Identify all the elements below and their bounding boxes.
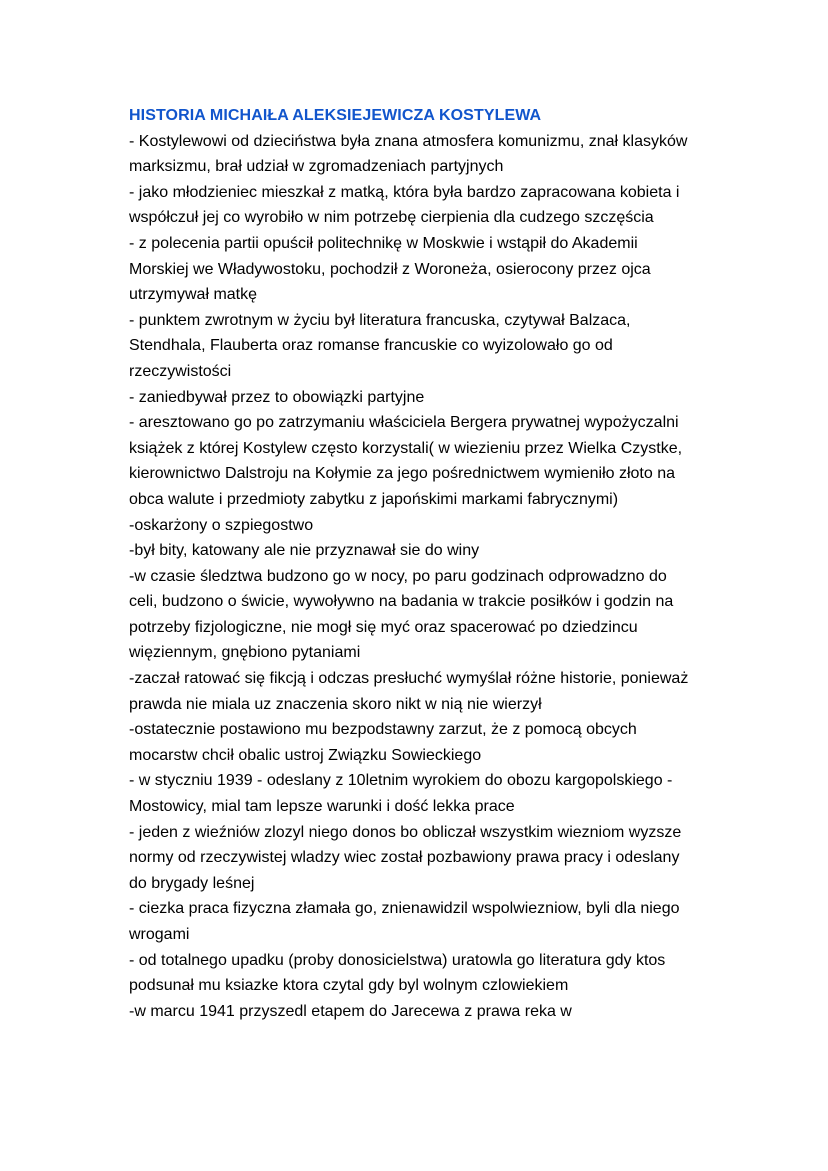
- paragraph: - punktem zwrotnym w życiu był literatura francuska, czytywał Balzaca, Stendhala, Flauberta oraz romanse francuskie co wyizolowało go od rzeczywistości: [129, 311, 631, 380]
- paragraph: -w czasie śledztwa budzono go w nocy, po paru godzinach odprowadzno do celi, budzono o świcie, wywoływno na badania w trakcie posiłków i godzin na potrzeby fizjologiczne, nie mogł się myć oraz spacerować po dziedzincu więziennym, gnębiono pytaniami: [129, 567, 674, 662]
- paragraph: -był bity, katowany ale nie przyznawał sie do winy: [129, 542, 480, 560]
- paragraph: - jeden z wieźniów zlozyl niego donos bo obliczał wszystkim wiezniom wyzsze normy od rzeczywistej wladzy wiec został pozbawiony prawa pracy i odeslany do brygady leśnej: [129, 823, 682, 892]
- document-body: [129, 129, 699, 1025]
- paragraph: - aresztowano go po zatrzymaniu właściciela Bergera prywatnej wypożyczalni książek z której Kostylew często korzystali( w wiezieniu przez Wielka Czystke, kierownictwo Dalstroju na Kołymie za jego pośrednictwem wymieniło złoto na obca walute i przedmioty zabytku z japońskimi markami fabrycznymi): [129, 414, 683, 508]
- paragraph: -zaczał ratować się fikcją i odczas presłuchć wymyślał różne historie, ponieważ prawda nie miala uz znaczenia skoro nikt w nią nie wierzył: [129, 670, 689, 713]
- paragraph: -oskarżony o szpiegostwo: [129, 516, 314, 534]
- paragraph: - jako młodzieniec mieszkał z matką, która była bardzo zapracowana kobieta i współczuł jej co wyrobiło w nim potrzebę cierpienia dla cudzego szczęścia: [129, 183, 680, 227]
- paragraph: -ostatecznie postawiono mu bezpodstawny zarzut, że z pomocą obcych mocarstw chcił obalic ustroj Związku Sowieckiego: [129, 721, 637, 764]
- paragraph: - ciezka praca fizyczna złamała go, znienawidzil wspolwiezniow, byli dla niego wrogami: [129, 900, 680, 943]
- paragraph: - w styczniu 1939 - odeslany z 10letnim wyrokiem do obozu kargopolskiego - Mostowicy, mial tam lepsze warunki i dość lekka prace: [129, 772, 673, 816]
- paragraph: - od totalnego upadku (proby donosicielstwa) uratowla go literatura gdy ktos podsunał mu ksiazke ktora czytal gdy byl wolnym czlowiekiem: [129, 951, 666, 995]
- document-title: HISTORIA MICHAIŁA ALEKSIEJEWICZA KOSTYLEWA: [129, 107, 542, 124]
- paragraph: - Kostylewowi od dzieciństwa była znana atmosfera komunizmu, znał klasyków marksizmu, brał udział w zgromadzeniach partyjnych: [129, 132, 688, 176]
- paragraph: - zaniedbywał przez to obowiązki partyjne: [129, 388, 425, 406]
- paragraph: - z polecenia partii opuścił politechnikę w Moskwie i wstąpił do Akademii Morskiej we Władywostoku, pochodził z Woroneża, osierocony przez ojca utrzymywał matkę: [129, 234, 651, 304]
- paragraph: -w marcu 1941 przyszedl etapem do Jarecewa z prawa reka w: [129, 1002, 572, 1020]
